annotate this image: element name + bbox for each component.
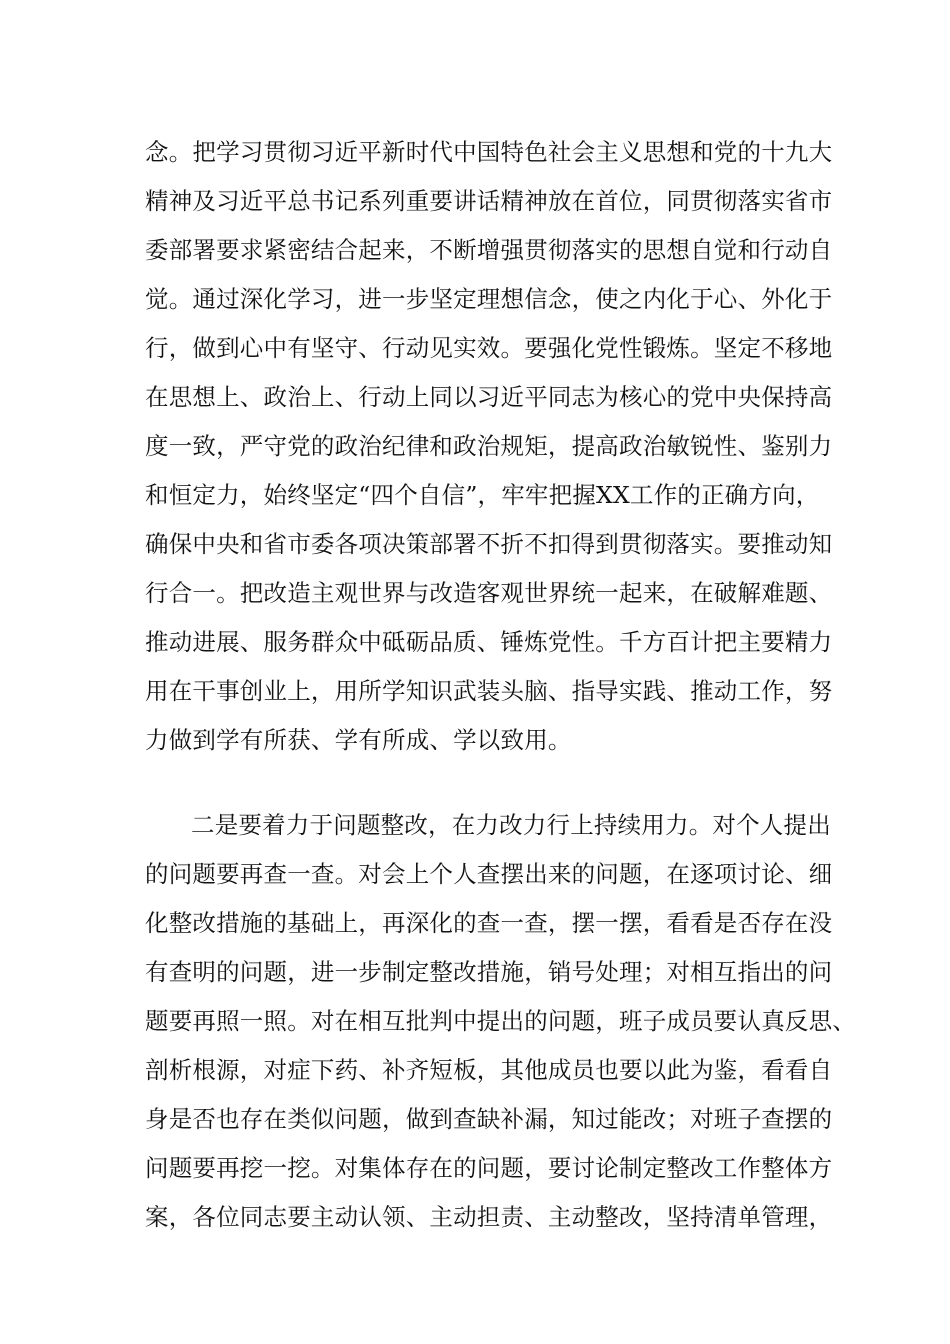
paragraph-line: 觉。通过深化学习，进一步坚定理想信念，使之内化于心、外化于 (145, 285, 833, 313)
paragraph-line: 念。把学习贯彻习近平新时代中国特色社会主义思想和党的十九大 (145, 138, 833, 166)
paragraph-line: 化整改措施的基础上，再深化的查一查，摆一摆，看看是否存在没 (145, 909, 833, 937)
paragraph-line: 在思想上、政治上、行动上同以习近平同志为核心的党中央保持高 (145, 383, 833, 411)
paragraph-line: 行，做到心中有坚守、行动见实效。要强化党性锻炼。坚定不移地 (145, 334, 833, 362)
paragraph-line: 确保中央和省市委各项决策部署不折不扣得到贯彻落实。要推动知 (145, 530, 833, 558)
paragraph-line: 问题要再挖一挖。对集体存在的问题，要讨论制定整改工作整体方 (145, 1154, 833, 1182)
paragraph-line: 的问题要再查一查。对会上个人查摆出来的问题，在逐项讨论、细 (145, 860, 833, 888)
paragraph-line: 剖析根源，对症下药、补齐短板，其他成员也要以此为鉴，看看自 (145, 1056, 833, 1084)
paragraph-line: 精神及习近平总书记系列重要讲话精神放在首位，同贯彻落实省市 (145, 187, 833, 215)
paragraph-line: 用在干事创业上，用所学知识武装头脑、指导实践、推动工作，努 (145, 677, 833, 705)
paragraph-line: 力做到学有所获、学有所成、学以致用。 (145, 726, 572, 754)
paragraph-line: 题要再照一照。对在相互批判中提出的问题，班子成员要认真反思、 (145, 1007, 856, 1035)
paragraph-line: 有查明的问题，进一步制定整改措施，销号处理；对相互指出的问 (145, 958, 833, 986)
paragraph-line: 二是要着力于问题整改，在力改力行上持续用力。对个人提出 (191, 811, 831, 839)
paragraph-line: 案，各位同志要主动认领、主动担责、主动整改，坚持清单管理， (145, 1203, 833, 1231)
paragraph-line: 和恒定力，始终坚定“四个自信”，牢牢把握XX工作的正确方向， (145, 481, 820, 509)
paragraph-line: 度一致，严守党的政治纪律和政治规矩，提高政治敏锐性、鉴别力 (145, 432, 833, 460)
paragraph-line: 身是否也存在类似问题，做到查缺补漏，知过能改；对班子查摆的 (145, 1105, 833, 1133)
paragraph-line: 推动进展、服务群众中砥砺品质、锤炼党性。千方百计把主要精力 (145, 628, 833, 656)
paragraph-line: 行合一。把改造主观世界与改造客观世界统一起来，在破解难题、 (145, 579, 833, 607)
paragraph-line: 委部署要求紧密结合起来，不断增强贯彻落实的思想自觉和行动自 (145, 236, 833, 264)
